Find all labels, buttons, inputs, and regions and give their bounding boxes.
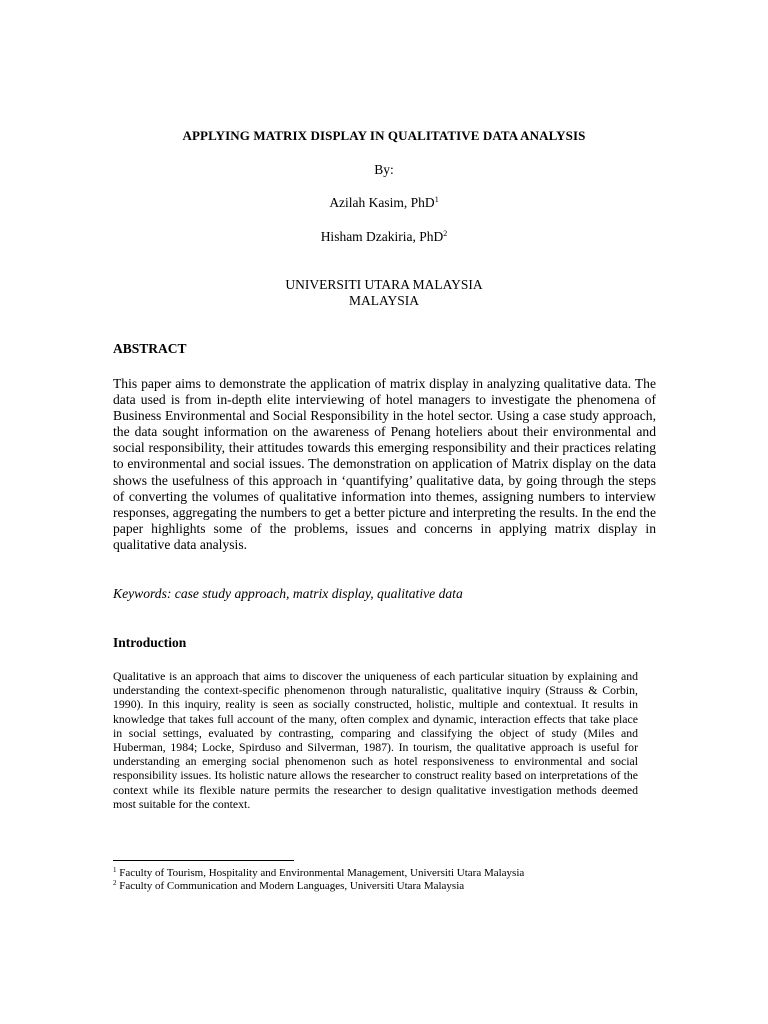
- author-1: [0, 195, 768, 211]
- footnote-2-mark: 2: [113, 879, 117, 887]
- author-1-name: Azilah Kasim, PhD: [329, 195, 435, 210]
- affiliation-university: UNIVERSITI UTARA MALAYSIA: [285, 277, 483, 292]
- introduction-heading: Introduction: [113, 635, 187, 650]
- affiliation-country: MALAYSIA: [348, 293, 419, 308]
- by-label: By:: [374, 162, 394, 177]
- footnote-2: [113, 880, 464, 893]
- author-2: [0, 229, 768, 245]
- paper-title: APPLYING MATRIX DISPLAY IN QUALITATIVE DATA ANALYSIS: [182, 128, 586, 143]
- keywords-line: Keywords: case study approach, matrix display, qualitative data: [113, 586, 463, 601]
- abstract-heading: ABSTRACT: [113, 341, 187, 356]
- author-2-footnote-mark: 2: [443, 229, 448, 238]
- introduction-paragraph: Qualitative is an approach that aims to discover the uniqueness of each particular situation by explaining and understanding the context-specific phenomenon through naturalistic, qualitative inquiry (Strauss & Corbin, 1990). In this inquiry, reality is seen as socially constructed, holistic, multiple and contextual. It results in knowledge that takes full account of the many, often complex and dynamic, interaction effects that take place in social settings, evaluated by contrasting, comparing and classifying the object of study (Miles and Huberman, 1984; Locke, Spirduso and Silverman, 1987). In tourism, the qualitative approach is useful for understanding an emerging social phenomenon such as hotel responsiveness to environmental and social responsibility issues. Its holistic nature allows the researcher to construct reality based on interpretations of the context while its flexible nature permits the researcher to design qualitative investigation methods deemed most suitable for the context.: [113, 669, 638, 811]
- author-2-name: Hisham Dzakiria, PhD: [320, 229, 444, 244]
- abstract-paragraph: This paper aims to demonstrate the application of matrix display in analyzing qualitative data. The data used is from in-depth elite interviewing of hotel managers to investigate the phenomena of Business Environmental and Social Responsibility in the hotel sector. Using a case study approach, the data sought information on the awareness of Penang hoteliers about their environmental and social responsibility, their attitudes towards this emerging responsibility and their practices relating to environmental and social issues. The demonstration on application of Matrix display on the data shows the usefulness of this approach in ‘quantifying’ qualitative data, by going through the steps of converting the volumes of qualitative information into themes, assigning numbers to interview responses, aggregating the numbers to get a better picture and interpreting the results. In the end the paper highlights some of the problems, issues and concerns in applying matrix display in qualitative data analysis.: [113, 376, 656, 552]
- footnote-1-text: Faculty of Tourism, Hospitality and Environmental Management, Universiti Utara Malaysia: [116, 867, 525, 879]
- footnote-1: [113, 867, 524, 880]
- footnote-1-mark: 1: [113, 866, 117, 874]
- footnote-divider: [113, 860, 294, 861]
- author-1-footnote-mark: 1: [434, 195, 439, 204]
- footnote-2-text: Faculty of Communication and Modern Languages, Universiti Utara Malaysia: [116, 880, 465, 892]
